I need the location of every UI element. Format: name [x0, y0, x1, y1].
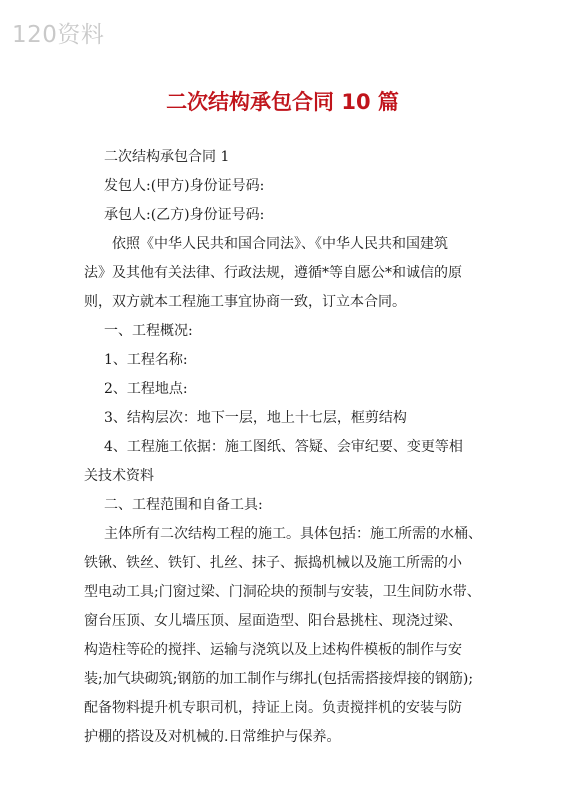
scope-line-7: 配备物料提升机专职司机，持证上岗。负责搅拌机的安装与防: [84, 700, 462, 716]
construction-basis-line-1: 4、工程施工依据：施工图纸、答疑、会审纪要、变更等相: [104, 439, 463, 455]
project-location-line: 2、工程地点:: [104, 381, 188, 397]
watermark-logo: 120资料: [12, 22, 105, 48]
party-b-line: 承包人:(乙方)身份证号码:: [104, 207, 265, 223]
scope-line-3: 型电动工具;门窗过梁、门洞砼块的预制与安装，卫生间防水带、: [84, 584, 481, 600]
scope-line-1: 主体所有二次结构工程的施工。具体包括：施工所需的水桶、: [104, 526, 482, 542]
scope-line-2: 铁锹、铁丝、铁钉、扎丝、抹子、振捣机械以及施工所需的小: [84, 555, 462, 571]
preamble-line-2: 法》及其他有关法律、行政法规，遵循*等自愿公*和诚信的原: [84, 265, 462, 281]
document-body: [84, 143, 496, 752]
construction-basis-paragraph: [84, 433, 496, 491]
scope-line-4: 窗台压顶、女儿墙压顶、屋面造型、阳台悬挑柱、现浇过梁、: [84, 613, 462, 629]
scope-paragraph: [84, 520, 496, 752]
preamble-paragraph: [84, 230, 496, 317]
preamble-line-3: 则，双方就本工程施工事宜协商一致，订立本合同。: [84, 294, 406, 310]
section-1-heading: 一、工程概况:: [104, 323, 193, 339]
contract-heading: 二次结构承包合同 1: [104, 149, 230, 165]
section-2-heading: 二、工程范围和自备工具:: [104, 497, 263, 513]
party-a-line: 发包人:(甲方)身份证号码:: [104, 178, 265, 194]
scope-line-5: 构造柱等砼的搅拌、运输与浇筑以及上述构件模板的制作与安: [84, 642, 462, 658]
scope-line-8: 护棚的搭设及对机械的.日常维护与保养。: [84, 729, 341, 745]
project-name-line: 1、工程名称:: [104, 352, 188, 368]
structure-line: 3、结构层次：地下一层，地上十七层，框剪结构: [104, 410, 407, 426]
page-title: 二次结构承包合同 10 篇: [166, 90, 399, 114]
preamble-line-1: 依照《中华人民共和国合同法》、《中华人民共和国建筑: [112, 236, 448, 252]
construction-basis-line-2: 关技术资料: [84, 468, 154, 484]
scope-line-6: 装;加气块砌筑;钢筋的加工制作与绑扎(包括需搭接焊接的钢筋);: [84, 671, 474, 687]
